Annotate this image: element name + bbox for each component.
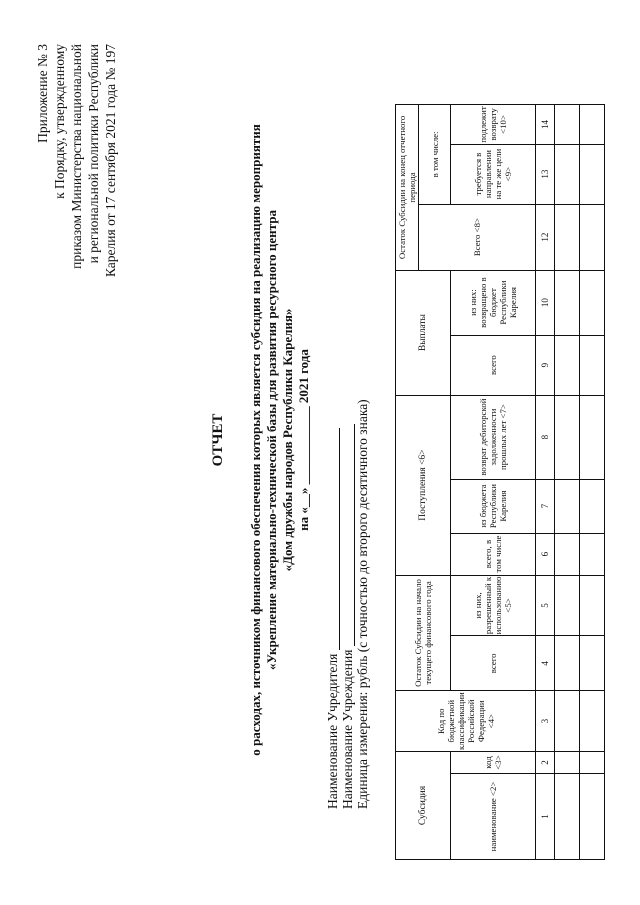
balance-end-header: Остаток Субсидии на конец отчетного периода [396, 105, 419, 270]
appendix-line: Приложение № 3 [35, 44, 50, 143]
return-debt-header: возврат дебиторской задолженности прошлых лет <7> [451, 395, 536, 479]
table-cell[interactable] [580, 774, 605, 860]
appendix-line: и региональной политики Республики [86, 44, 101, 264]
appendix-line: приказом Министерства национальной [69, 44, 84, 269]
to-return-header: подлежит возврату <10> [451, 105, 536, 144]
table-cell[interactable] [580, 479, 605, 533]
report-fields [325, 249, 370, 809]
required-header: требуется в направлении на те же цели <9> [451, 144, 536, 204]
column-number: 4 [536, 636, 555, 691]
subsidy-header: Субсидия [396, 752, 451, 860]
table-cell[interactable] [580, 636, 605, 691]
receipts-header: Поступления <6> [396, 395, 451, 575]
unit-text: Единица измерения: рубль (с точностью до второго десятичного знака) [355, 399, 370, 809]
column-number: 10 [536, 270, 555, 335]
table-cell[interactable] [555, 752, 580, 774]
permitted-header: из них, разрешенный к использованию <5> [451, 575, 536, 636]
table-cell[interactable] [555, 479, 580, 533]
report-table [395, 104, 605, 860]
table-cell[interactable] [580, 105, 605, 144]
incl-header: в том числе: [419, 105, 451, 204]
column-number: 7 [536, 479, 555, 533]
column-number: 12 [536, 204, 555, 270]
founder-field [325, 249, 340, 809]
column-number: 9 [536, 335, 555, 395]
header-row-1 [396, 105, 419, 860]
table-cell[interactable] [555, 395, 580, 479]
report-subtitle-line: «Дом дружбы народов Республики Карелия» [280, 308, 295, 572]
column-number: 8 [536, 395, 555, 479]
column-number: 5 [536, 575, 555, 636]
table-cell[interactable] [580, 575, 605, 636]
institution-label: Наименование Учреждения [340, 649, 355, 809]
report-date-line: на «__» ____________ 2021 года [296, 349, 311, 531]
table-cell[interactable] [580, 144, 605, 204]
founder-label: Наименование Учредителя [325, 653, 340, 809]
payments-header: Выплаты [396, 270, 451, 395]
returned-header: из них: возвращено в бюджет Республики Карелия [451, 270, 536, 335]
code-header: код <3> [451, 752, 536, 774]
table-cell[interactable] [555, 105, 580, 144]
institution-input-line[interactable] [342, 424, 355, 646]
total-start-header: всего [451, 636, 536, 691]
column-number: 1 [536, 774, 555, 860]
column-number: 2 [536, 752, 555, 774]
founder-input-line[interactable] [327, 428, 340, 650]
table-cell[interactable] [580, 204, 605, 270]
table-cell[interactable] [580, 691, 605, 752]
column-number: 6 [536, 533, 555, 575]
table-cell[interactable] [580, 270, 605, 335]
total-payments-header: всего [451, 335, 536, 395]
from-budget-header: из бюджета Республики Карелия [451, 479, 536, 533]
table-row [580, 105, 605, 860]
total-receipts-header: всего, в том числе [451, 533, 536, 575]
table-cell[interactable] [580, 533, 605, 575]
report-subtitle-line: «Укрепление материально-технической базы для развития ресурсного центра [264, 210, 279, 670]
table-cell[interactable] [580, 752, 605, 774]
total-end-header: Всего <8> [419, 204, 536, 270]
report-title: ОТЧЕТ [210, 413, 226, 467]
appendix-line: к Порядку, утвержденному [52, 44, 67, 199]
table-cell[interactable] [555, 691, 580, 752]
column-number: 3 [536, 691, 555, 752]
kbk-header: Код по бюджетной классификации Российской Федерации <4> [396, 691, 536, 752]
column-number: 13 [536, 144, 555, 204]
table-cell[interactable] [555, 533, 580, 575]
table-cell[interactable] [555, 774, 580, 860]
column-numbers-row [536, 105, 555, 860]
balance-start-header: Остаток Субсидии на начало текущего финансового года [396, 575, 451, 691]
institution-field [340, 249, 355, 809]
table-row [555, 105, 580, 860]
table-cell[interactable] [580, 335, 605, 395]
table-cell[interactable] [555, 575, 580, 636]
table-cell[interactable] [555, 335, 580, 395]
unit-field [355, 249, 370, 809]
table-cell[interactable] [555, 204, 580, 270]
appendix-line: Карелия от 17 сентября 2021 года № 197 [103, 44, 118, 278]
column-number: 14 [536, 105, 555, 144]
table-cell[interactable] [555, 636, 580, 691]
report-subtitle-line: о расходах, источником финансового обеспечения которых является субсидия на реализацию мероприятия [248, 124, 263, 756]
table-cell[interactable] [580, 395, 605, 479]
appendix-note [34, 44, 119, 404]
report-header [210, 45, 312, 835]
name-header: наименование <2> [451, 774, 536, 860]
table-cell[interactable] [555, 270, 580, 335]
table-cell[interactable] [555, 144, 580, 204]
